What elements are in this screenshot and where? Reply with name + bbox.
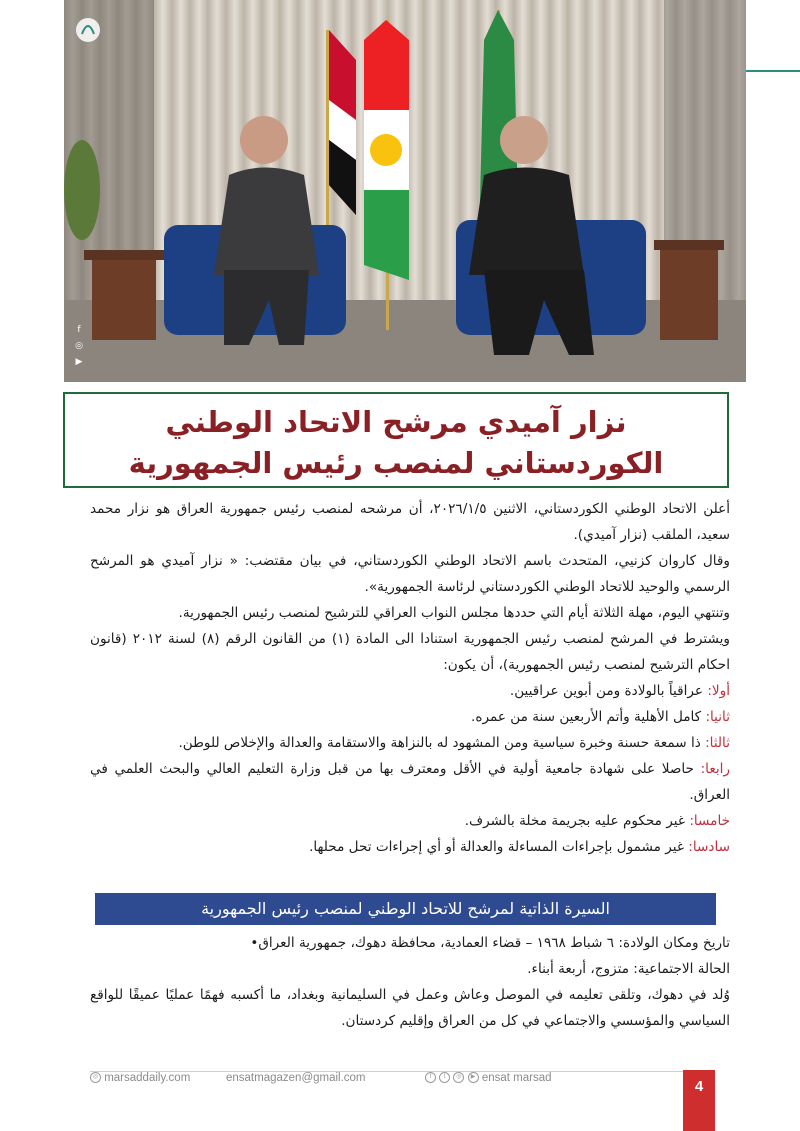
condition-label: أولا: [707, 683, 730, 699]
condition-item [90, 730, 730, 756]
website-text: marsaddaily.com [104, 1072, 191, 1084]
globe-icon: ◎ [90, 1072, 101, 1083]
condition-text: كامل الأهلية وأتم الأربعين سنة من عمره. [471, 709, 706, 725]
facebook-icon: f [425, 1072, 436, 1083]
paragraph: ويشترط في المرشح لمنصب رئيس الجمهورية استنادا الى المادة (١) من القانون الرقم (٨) لسنة ٢٠١٢ (قانون احكام الترشيح لمنصب رئيس الجمهورية)، أن يكون: [90, 631, 730, 673]
condition-label: رابعا: [700, 761, 730, 777]
bio-body [90, 930, 730, 1034]
condition-text: غير محكوم عليه بجريمة مخلة بالشرف. [464, 813, 690, 829]
youtube-icon: ▶ [75, 357, 83, 367]
condition-item [90, 678, 730, 704]
headline-frame [63, 392, 729, 488]
condition-text: حاصلا على شهادة جامعية أولية في الأقل ومعترف بها من قبل وزارة التعليم العالي والبحث العلمي في العراق. [90, 761, 730, 803]
photo-illustration [64, 0, 746, 382]
youtube-icon: ▶ [468, 1072, 479, 1083]
footer-social[interactable] [425, 1072, 552, 1084]
bio-line: تاريخ ومكان الولادة: ٦ شباط ١٩٦٨ – قضاء العمادية، محافظة دهوك، جمهورية العراق• [250, 935, 730, 951]
instagram-icon: ◎ [75, 341, 83, 351]
magazine-logo-icon [76, 18, 100, 42]
condition-item [90, 834, 730, 860]
twitter-icon: t [439, 1072, 450, 1083]
condition-item [90, 704, 730, 730]
paragraph: وتنتهي اليوم، مهلة الثلاثة أيام التي حددها مجلس النواب العراقي للترشيح لمنصب رئيس الجمهورية. [178, 605, 730, 621]
condition-label: ثانيا: [705, 709, 730, 725]
footer-email[interactable]: ensatmagazen@gmail.com [226, 1072, 366, 1084]
instagram-icon: ◎ [453, 1072, 464, 1083]
condition-item [90, 756, 730, 808]
bio-line: وُلد في دهوك، وتلقى تعليمه في الموصل وعاش وعمل في السليمانية وبغداد، ما أكسبه فهمًا عمليًا عميقًا للواقع السياسي والمؤسسي والاجتماعي في كل من العراق وإقليم كردستان. [90, 987, 730, 1029]
condition-text: غير مشمول بإجراءات المساءلة والعدالة أو أي إجراءات تحل محلها. [309, 839, 689, 855]
bio-heading: السيرة الذاتية لمرشح للاتحاد الوطني لمنصب رئيس الجمهورية [95, 893, 716, 925]
footer-website[interactable] [90, 1072, 190, 1084]
social-handle: ensat marsad [481, 1072, 552, 1084]
page-number: 4 [683, 1070, 715, 1131]
cover-photo [64, 0, 746, 382]
condition-label: سادسا: [688, 839, 730, 855]
condition-text: عراقياً بالولادة ومن أبوين عراقيين. [509, 683, 708, 699]
teal-accent-rule [746, 70, 800, 72]
headline: نزار آميدي مرشح الاتحاد الوطني الكوردستاني لمنصب رئيس الجمهورية [128, 405, 664, 480]
paragraph: أعلن الاتحاد الوطني الكوردستاني، الاثنين ٢٠٢٦/١/٥، أن مرشحه لمنصب رئيس جمهورية العراق هو نزار محمد سعيد، الملقب (نزار آميدي). [90, 501, 730, 543]
condition-label: خامسا: [689, 813, 730, 829]
condition-item [90, 808, 730, 834]
condition-text: ذا سمعة حسنة وخبرة سياسية ومن المشهود له بالنزاهة والاستقامة والعدالة والإخلاص للوطن. [178, 735, 706, 751]
condition-label: ثالثا: [705, 735, 730, 751]
bio-line: الحالة الاجتماعية: متزوج، أربعة أبناء. [527, 961, 730, 977]
photo-social-icons [72, 322, 86, 370]
facebook-icon: f [77, 325, 81, 335]
paragraph: وقال كاروان كزنيي، المتحدث باسم الاتحاد الوطني الكوردستاني، في بيان مقتضب: « نزار آميدي هو المرشح الرسمي والوحيد للاتحاد الوطني الكوردستاني لرئاسة الجمهورية». [90, 553, 730, 595]
article-body [90, 496, 730, 860]
